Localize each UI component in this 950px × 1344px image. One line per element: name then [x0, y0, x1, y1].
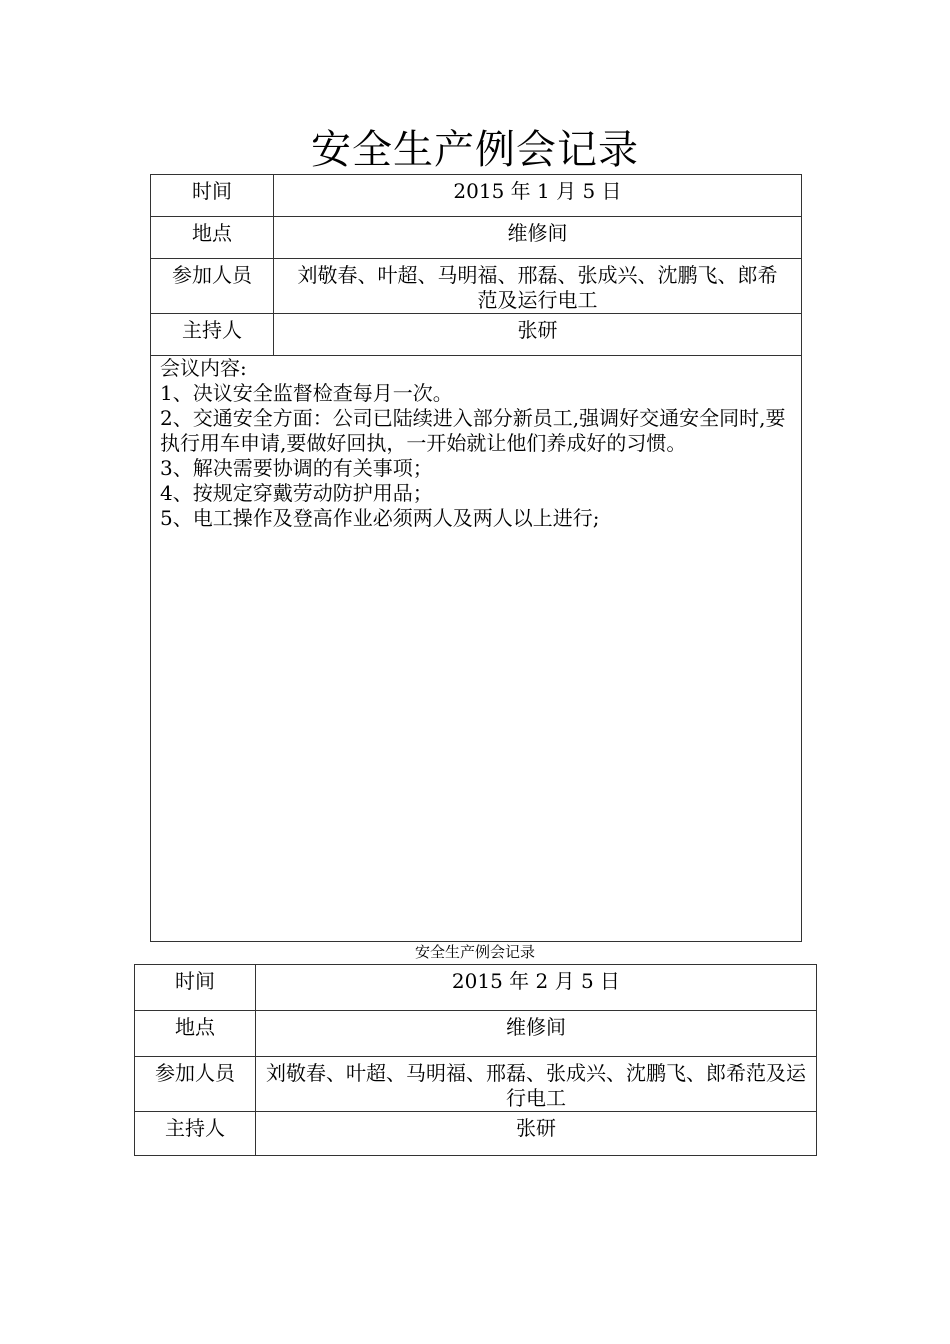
content-item-2: 2、交通安全方面：公司已陆续进入部分新员工,强调好交通安全同时,要执行用车申请,要做好回执，一开始就让他们养成好的习惯。: [160, 406, 786, 455]
record2-title: 安全生产例会记录: [414, 943, 535, 961]
record1-place-value: 维修间: [507, 221, 568, 245]
record1-content-cell: [151, 356, 802, 942]
record1-host-label-cell: [151, 314, 274, 356]
record2-host-value-cell: [256, 1112, 817, 1156]
record2-people-label-cell: [135, 1057, 256, 1112]
record1-place-label: 地点: [192, 221, 232, 245]
record2-time-label-cell: [135, 965, 256, 1011]
record1-host-value-cell: [274, 314, 802, 356]
record1-place-row: [151, 217, 802, 259]
record1-table: [150, 174, 802, 942]
record1-host-label: 主持人: [182, 318, 242, 342]
content-item-1: 1、决议安全监督检查每月一次。: [160, 381, 453, 405]
record1-host-row: [151, 314, 802, 356]
record1-content-row: [151, 356, 802, 942]
record1-people-label-cell: [151, 259, 274, 314]
record2-time-row: [135, 965, 817, 1011]
record1-host-value: 张研: [517, 318, 558, 342]
record2-place-label: 地点: [175, 1015, 215, 1039]
record1-time-row: [151, 175, 802, 217]
record1-time-label-cell: [151, 175, 274, 217]
record2-people-value: 刘敬春、叶超、马明福、邢磊、张成兴、沈鹏飞、郎希范及运行电工: [266, 1061, 806, 1110]
record2-people-value-cell: [256, 1057, 817, 1112]
record1-people-value-cell: [274, 259, 802, 314]
record2-time-label: 时间: [175, 969, 215, 993]
record1-time-value-cell: [274, 175, 802, 217]
record2-time-value-cell: [256, 965, 817, 1011]
record2-place-value-cell: [256, 1011, 817, 1057]
record2-host-row: [135, 1112, 817, 1156]
record1-people-label: 参加人员: [172, 263, 252, 287]
record2-time-value: 2015 年 2 月 5 日: [451, 969, 621, 993]
record1-title: 安全生产例会记录: [311, 127, 639, 173]
content-heading: 会议内容:: [160, 356, 247, 380]
record1-place-value-cell: [274, 217, 802, 259]
record2-people-label: 参加人员: [155, 1061, 235, 1085]
record2-people-row: [135, 1057, 817, 1112]
content-item-5: 5、电工操作及登高作业必须两人及两人以上进行;: [160, 506, 600, 530]
record2-host-label: 主持人: [165, 1116, 225, 1140]
record1-people-row: [151, 259, 802, 314]
content-item-3: 3、解决需要协调的有关事项；: [160, 456, 433, 480]
record2-place-label-cell: [135, 1011, 256, 1057]
record1-place-label-cell: [151, 217, 274, 259]
record1-time-value: 2015 年 1 月 5 日: [453, 179, 622, 203]
record2-table: [134, 964, 817, 1156]
record2-host-value: 张研: [516, 1116, 556, 1140]
record1-time-label: 时间: [192, 179, 232, 203]
record2-place-row: [135, 1011, 817, 1057]
record1-people-value: 刘敬春、叶超、马明福、邢磊、张成兴、沈鹏飞、郎希范及运行电工: [297, 263, 778, 312]
record2-host-label-cell: [135, 1112, 256, 1156]
content-item-4: 4、按规定穿戴劳动防护用品；: [160, 481, 433, 505]
record2-place-value: 维修间: [506, 1015, 566, 1039]
